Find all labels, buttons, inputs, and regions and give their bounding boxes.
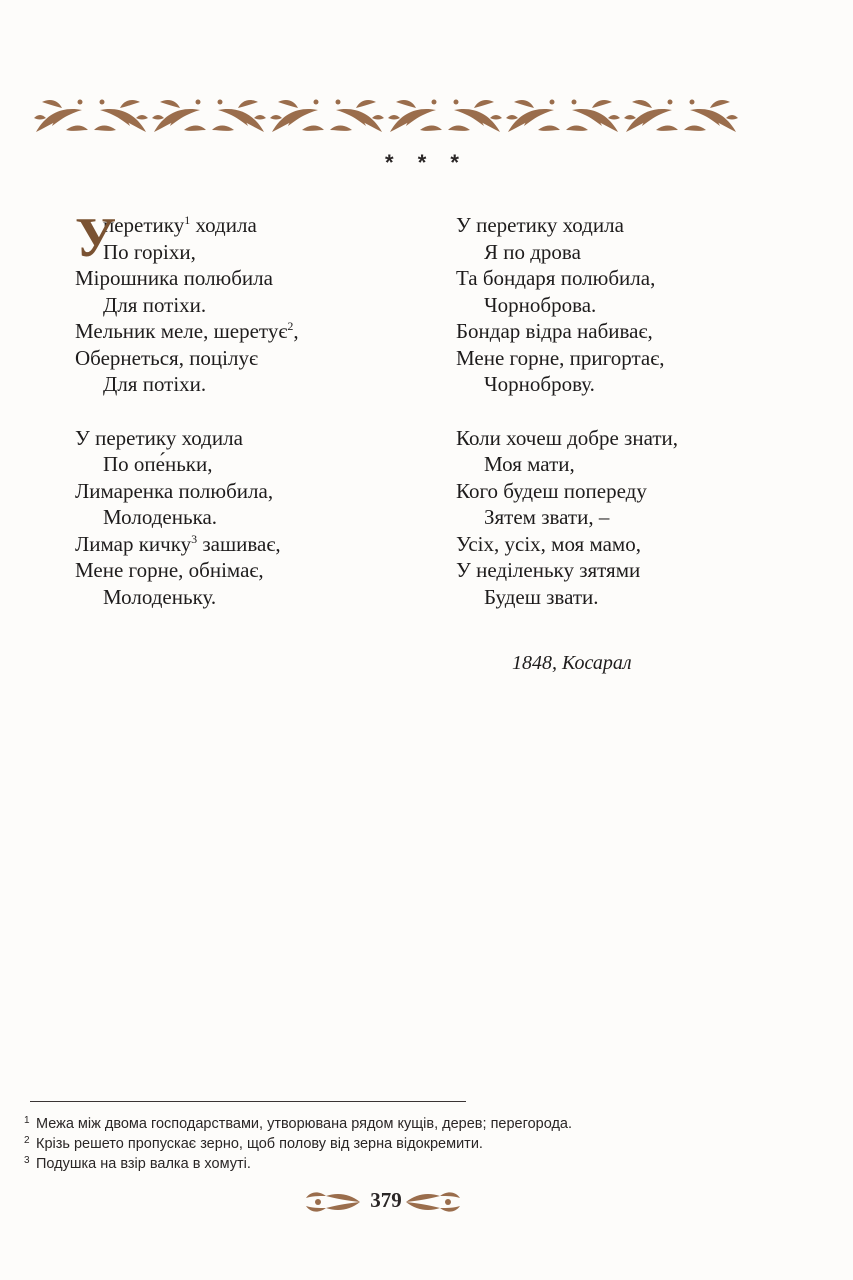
poem-line: Обернеться, поцілує bbox=[75, 345, 258, 370]
poem-column-right bbox=[456, 212, 786, 610]
footnote-text: Подушка на взір валка в хомуті. bbox=[36, 1156, 251, 1172]
footnote-divider bbox=[30, 1101, 466, 1102]
poem-line: Усіх, усіх, моя мамо, bbox=[456, 531, 641, 556]
poem-line: Чорноброва. bbox=[484, 292, 597, 317]
poem-line: У перетику$^1$ ходила bbox=[75, 207, 257, 269]
poem-line: У перетику ходила bbox=[75, 425, 243, 450]
section-separator: * * * bbox=[385, 150, 468, 175]
poem-line: Лимар кичку$^3$ зашиває, bbox=[75, 531, 281, 556]
poem-line: Чорноброву. bbox=[484, 372, 595, 396]
poem-column-left bbox=[75, 207, 415, 610]
poem-line: Мірошника полюбила bbox=[75, 266, 273, 290]
footnote-number: 3 bbox=[24, 1155, 30, 1166]
page-number: 379 bbox=[370, 1188, 402, 1212]
poem-line: Моя мати, bbox=[484, 452, 575, 476]
poem-line: По горіхи, bbox=[103, 239, 196, 264]
footnotes bbox=[24, 1114, 804, 1174]
poem-line: По опе́ньки, bbox=[103, 452, 213, 476]
poem-line: Будеш звати. bbox=[484, 584, 599, 609]
poem-line: Для потіхи. bbox=[103, 372, 207, 396]
poem-line: Кого будеш попереду bbox=[456, 478, 647, 503]
stanza-gap bbox=[75, 398, 415, 425]
leaf-flourish-icon bbox=[404, 1188, 462, 1216]
footnote-ref: 2 bbox=[287, 319, 294, 333]
footnote bbox=[24, 1114, 804, 1134]
poem-line: У перетику ходила bbox=[456, 213, 624, 237]
poem-line: Коли хочеш добре знати, bbox=[456, 425, 679, 450]
poem-line: Молоденька. bbox=[103, 505, 218, 529]
footnote-number: 1 bbox=[24, 1115, 30, 1126]
stanza-gap bbox=[456, 398, 786, 425]
poem-line: Мене горне, пригортає, bbox=[456, 345, 665, 370]
poem-line: У неділеньку зятями bbox=[456, 558, 641, 582]
poem-date-place: 1848, Косарал bbox=[512, 652, 632, 674]
poem-line: Мельник меле, шеретує$^2$, bbox=[75, 319, 299, 343]
poem-line: Молоденьку. bbox=[103, 584, 217, 609]
footnote-number: 2 bbox=[24, 1135, 30, 1146]
footnote-ref: 3 bbox=[191, 531, 198, 546]
poem-line: Та бондаря полюбила, bbox=[456, 266, 656, 290]
poem-line: Я по дрова bbox=[484, 239, 581, 264]
leaf-flourish-icon bbox=[304, 1188, 362, 1216]
footnote-ref: 1 bbox=[184, 213, 191, 227]
poem-line: Лимаренка полюбила, bbox=[75, 478, 274, 503]
footnote-text: Межа між двома господарствами, утворювана рядом кущів, дерев; перегорода. bbox=[36, 1116, 573, 1132]
poem-line: Бондар відра набиває, bbox=[456, 319, 653, 343]
footnote-text: Крізь решето пропускає зерно, щоб полову від зерна відокремити. bbox=[36, 1136, 483, 1152]
poem-line: Для потіхи. bbox=[103, 292, 207, 317]
footnote bbox=[24, 1134, 804, 1154]
poem-line: Мене горне, обнімає, bbox=[75, 558, 264, 582]
leaf-ornament-border-icon bbox=[32, 96, 740, 140]
drop-cap: У bbox=[75, 207, 117, 269]
poem-line: Зятем звати, – bbox=[484, 505, 610, 529]
footnote bbox=[24, 1154, 804, 1174]
